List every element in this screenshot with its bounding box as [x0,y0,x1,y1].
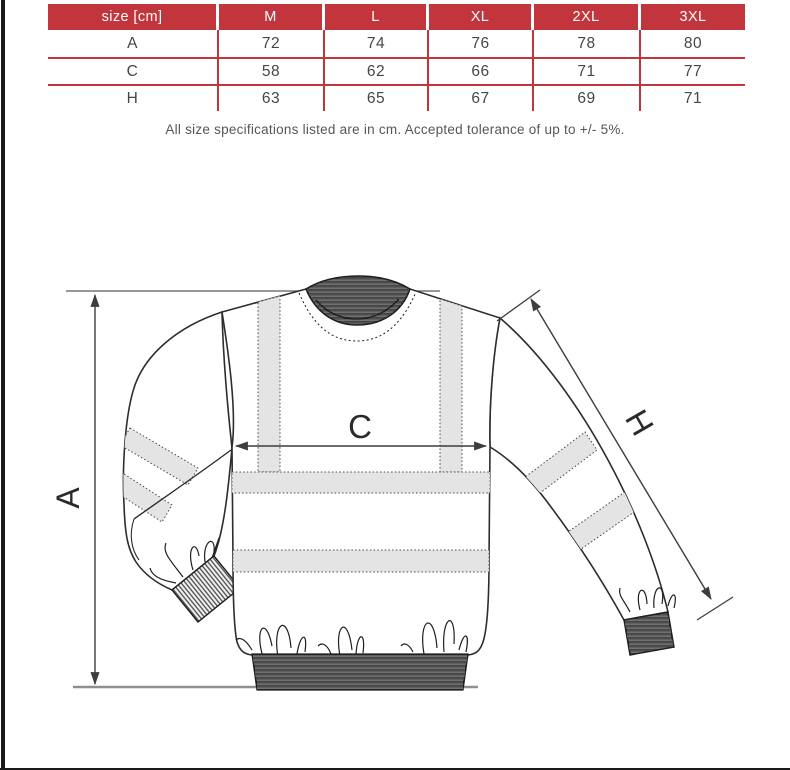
dimension-a [50,295,95,684]
header-cell-2xl: 2XL [534,4,641,30]
value-cell: 69 [534,84,641,111]
value-cell: 67 [429,84,534,111]
value-cell: 71 [534,57,641,84]
value-cell: 76 [429,30,534,57]
value-cell: 72 [219,30,325,57]
left-sleeve [108,312,240,622]
value-cell: 78 [534,30,641,57]
row-label: A [48,30,219,57]
value-cell: 80 [683,34,703,52]
value-cell: 74 [325,30,429,57]
hem-band [252,654,468,690]
right-cuff [624,612,674,655]
value-cell: 71 [641,84,745,111]
value-cell: 62 [325,57,429,84]
header-cell-l: L [325,4,429,30]
dimension-label-h: H [618,403,661,442]
value-cell: 63 [219,84,325,111]
header-cell-xl: XL [429,4,534,30]
dimension-label-a: A [50,487,86,509]
header-cell-m: M [219,4,325,30]
row-label: H [48,84,219,111]
tolerance-note: All size specifications listed are in cm. Accepted tolerance of up to +/- 5%. [165,122,625,137]
right-sleeve [490,318,675,655]
value-cell: 66 [429,57,534,84]
value-cell: 58 [219,57,325,84]
value-cell: 65 [325,84,429,111]
garment-body [222,289,500,690]
header-cell-size: size [cm] [48,4,219,30]
dimension-label-c: C [348,408,372,445]
header-cell-3xl: 3XL [641,4,745,30]
row-label: C [48,57,219,84]
value-cell: 77 [641,57,745,84]
